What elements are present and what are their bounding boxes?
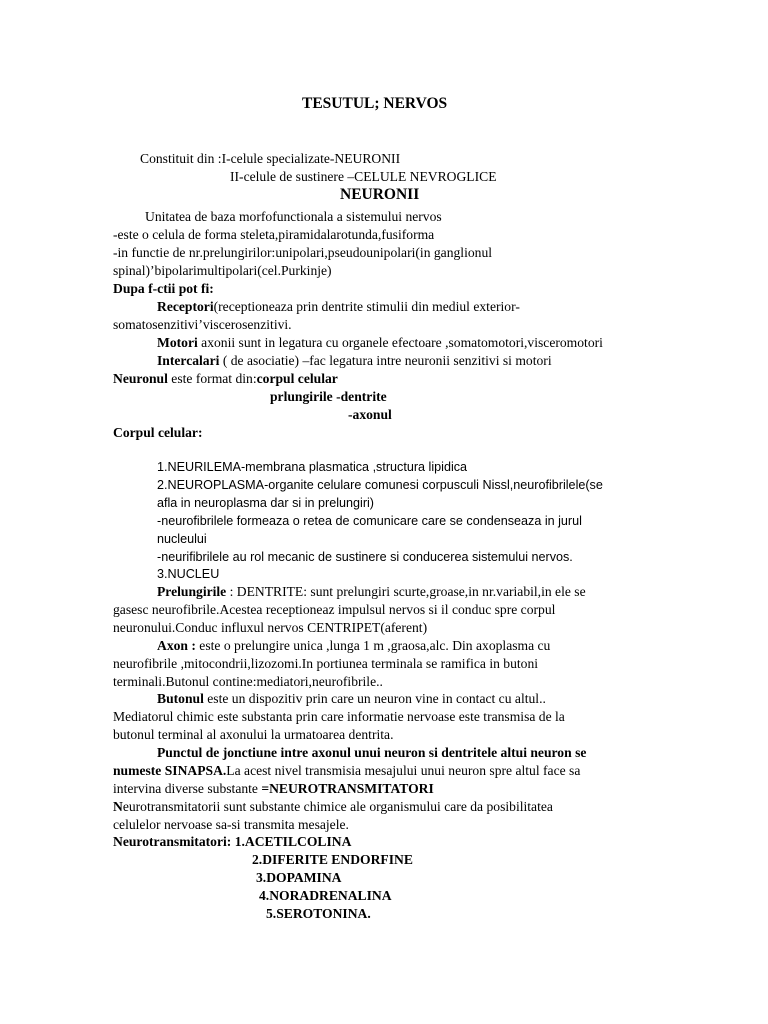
sinapsa-line-5: celulelor nervoase sa-si transmita mesajele. bbox=[113, 817, 349, 832]
corp-item-3: 3.NUCLEU bbox=[157, 567, 220, 581]
neurotransmitatori-line-1 bbox=[113, 833, 351, 850]
butonul-line-1 bbox=[157, 690, 546, 707]
axon-line-1 bbox=[157, 637, 550, 654]
butonul-line-2: Mediatorul chimic este substanta prin care informatie nervoase este transmisa de la bbox=[113, 709, 565, 724]
intro-line-1: Constituit din :I-celule specializate-NEURONII bbox=[140, 151, 401, 166]
sinapsa-line-4 bbox=[113, 798, 553, 815]
butonul-line-3: butonul terminal al axonului la urmatoarea dentrita. bbox=[113, 727, 394, 742]
motori-line bbox=[157, 334, 603, 351]
prelungiri-line-3: neuronului.Conduc influxul nervos CENTRIPET(aferent) bbox=[113, 620, 428, 635]
sinapsa-initial: N bbox=[113, 799, 123, 814]
section-heading-neuronii: NEURONII bbox=[340, 186, 420, 203]
sinapsa-line-1: Punctul de jonctiune intre axonul unui neuron si dentritele altui neuron se bbox=[157, 745, 587, 760]
receptori-line-2: somatosenzitivi’viscerosenzitivi. bbox=[113, 317, 292, 332]
neurotransmitator-item: 3.DOPAMINA bbox=[256, 870, 342, 885]
receptori-label: Receptori bbox=[157, 299, 214, 314]
receptori-line bbox=[157, 298, 520, 315]
corp-item-2a: 2.NEUROPLASMA-organite celulare comunesi corpusculi Nissl,neurofibrilele(se bbox=[157, 478, 603, 492]
axon-label: Axon : bbox=[157, 638, 196, 653]
motori-label: Motori bbox=[157, 335, 198, 350]
butonul-label: Butonul bbox=[157, 691, 204, 706]
receptori-text: (receptioneaza prin dentrite stimulii din mediul exterior- bbox=[213, 299, 520, 314]
neuronii-paragraph-3: -in functie de nr.prelungirilor:unipolari,pseudounipolari(in ganglionul bbox=[113, 245, 493, 260]
intercalari-text: ( de asociatie) –fac legatura intre neuronii senzitivi si motori bbox=[219, 353, 552, 368]
neurotransmitatori-term: =NEUROTRANSMITATORI bbox=[261, 781, 434, 796]
butonul-text-1: este un dispozitiv prin care un neuron vine in contact cu altul.. bbox=[203, 691, 546, 706]
sinapsa-line-3 bbox=[113, 780, 434, 797]
neuron-format-line-3: -axonul bbox=[348, 407, 392, 422]
neuron-format-bold: corpul celular bbox=[256, 371, 338, 386]
axon-text-1: este o prelungire unica ,lunga 1 m ,graosa,alc. Din axoplasma cu bbox=[195, 638, 551, 653]
prelungiri-text-1: : DENTRITE: sunt prelungiri scurte,groase,in nr.variabil,in ele se bbox=[226, 584, 586, 599]
neurotransmitator-item: 1.ACETILCOLINA bbox=[234, 834, 352, 849]
motori-text: axonii sunt in legatura cu organele efectoare ,somatomotori,visceromotori bbox=[197, 335, 603, 350]
sinapsa-text-3: intervina diverse substante bbox=[113, 781, 262, 796]
prelungiri-label: Prelungirile bbox=[157, 584, 227, 599]
page-title: TESUTUL; NERVOS bbox=[302, 95, 448, 112]
intercalari-label: Intercalari bbox=[157, 353, 220, 368]
corp-celular-heading: Corpul celular: bbox=[113, 425, 203, 440]
neurotransmitatori-label: Neurotransmitatori: bbox=[113, 834, 232, 849]
neuronii-paragraph-1: Unitatea de baza morfofunctionala a sistemului nervos bbox=[145, 209, 442, 224]
neurotransmitator-item: 2.DIFERITE ENDORFINE bbox=[252, 852, 413, 867]
neuron-format-line-2: prlungirile -dentrite bbox=[270, 389, 387, 404]
neuron-format-text: este format din: bbox=[167, 371, 257, 386]
axon-line-3: terminali.Butonul contine:mediatori,neurofibrile.. bbox=[113, 674, 383, 689]
sinapsa-line-2 bbox=[113, 762, 580, 779]
corp-item-2d: nucleului bbox=[157, 532, 207, 546]
prelungiri-line-1 bbox=[157, 583, 586, 600]
neuronii-paragraph-4: spinal)’bipolarimultipolari(cel.Purkinje) bbox=[113, 263, 332, 278]
sinapsa-text-2: La acest nivel transmisia mesajului unui neuron spre altul face sa bbox=[226, 763, 581, 778]
neurotransmitator-item: 5.SEROTONINA. bbox=[266, 906, 371, 921]
intro-line-2: II-celule de sustinere –CELULE NEVROGLICE bbox=[230, 169, 497, 184]
corp-item-2c: -neurofibrilele formeaza o retea de comunicare care se condenseaza in jurul bbox=[157, 514, 582, 528]
prelungiri-line-2: gasesc neurofibrile.Acestea receptioneaz impulsul nervos si il conduc spre corpul bbox=[113, 602, 556, 617]
axon-line-2: neurofibrile ,mitocondrii,lizozomi.In portiunea terminala se ramifica in butoni bbox=[113, 656, 539, 671]
corp-item-2e: -neurifibrilele au rol mecanic de sustinere si conducerea sistemului nervos. bbox=[157, 550, 573, 564]
intercalari-line bbox=[157, 352, 552, 369]
neuron-format-line bbox=[113, 370, 338, 387]
neurotransmitator-item: 4.NORADRENALINA bbox=[259, 888, 392, 903]
corp-item-1: 1.NEURILEMA-membrana plasmatica ,structura lipidica bbox=[157, 460, 468, 474]
neuronii-paragraph-2: -este o celula de forma steleta,piramidalarotunda,fusiforma bbox=[113, 227, 435, 242]
functions-heading: Dupa f-ctii pot fi: bbox=[113, 281, 214, 296]
corp-item-2b: afla in neuroplasma dar si in prelungiri) bbox=[157, 496, 375, 510]
sinapsa-text-4: eurotransmitatorii sunt substante chimice ale organismului care da posibilitatea bbox=[122, 799, 553, 814]
sinapsa-term: numeste SINAPSA. bbox=[113, 763, 227, 778]
neuron-format-label: Neuronul bbox=[113, 371, 168, 386]
